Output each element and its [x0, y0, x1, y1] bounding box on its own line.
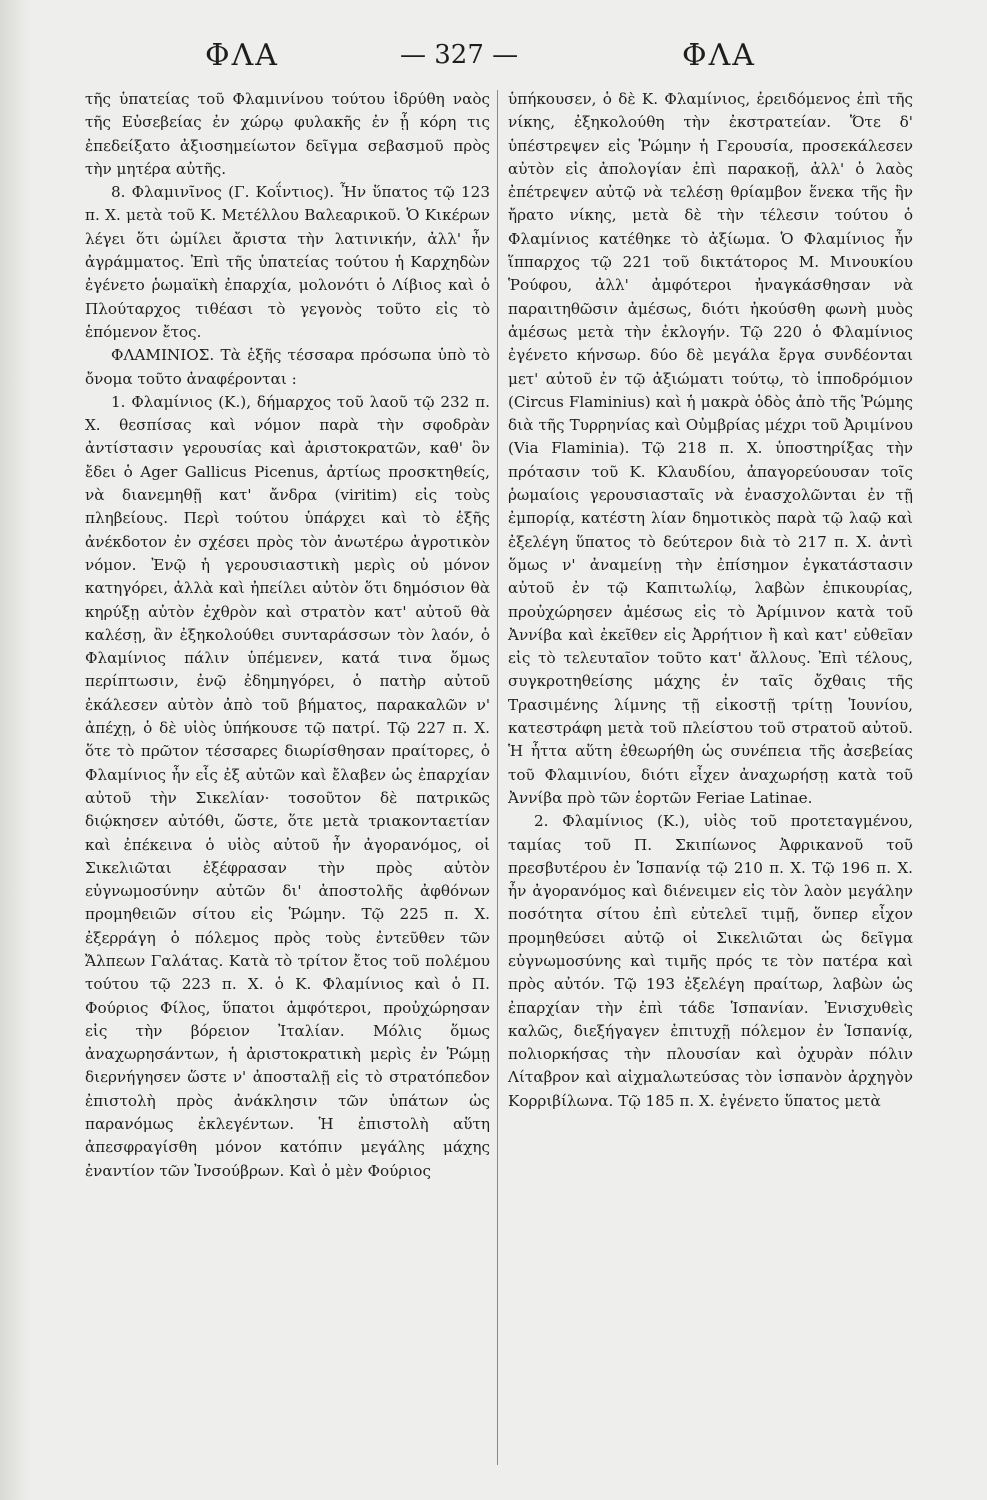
paragraph: τῆς ὑπατείας τοῦ Φλαμινίνου τούτου ἱδρύθη ναὸς τῆς Εὐσεβείας ἐν χώρῳ φυλακῆς ἐν ᾗ κόρη τις ἐπεδείξατο ἀξιοσημείωτον δεῖγμα σεβασμοῦ πρὸς τὴν μητέρα αὐτῆς.	[85, 90, 490, 178]
paragraph: ΦΛΑΜΙΝΙΟΣ. Τὰ ἑξῆς τέσσαρα πρόσωπα ὑπὸ τὸ ὄνομα τοῦτο ἀναφέρονται :	[85, 346, 490, 388]
running-head-right: ΦΛΑ	[682, 38, 756, 73]
running-head-left: ΦΛΑ	[205, 38, 279, 73]
paragraph: 8. Φλαμινῖνος (Γ. Κοΐντιος). Ἦν ὕπατος τῷ 123 π. Χ. μετὰ τοῦ Κ. Μετέλλου Βαλεαρικοῦ. Ὁ Κικέρων λέγει ὅτι ὡμίλει ἄριστα τὴν λατινικήν, ἀλλ' ἦν ἀγράμματος. Ἐπὶ τῆς ὑπατείας τούτου ἡ Καρχηδὼν ἐγένετο ῥωμαϊκὴ ἐπαρχία, μολονότι ὁ Λίβιος καὶ ὁ Πλούταρχος τιθέασι τὸ γεγονὸς τοῦτο εἰς τὸ ἑπόμενον ἔτος.	[85, 183, 490, 341]
page-header	[0, 38, 987, 88]
page-number: — 327 —	[400, 40, 519, 70]
left-column	[85, 88, 490, 1183]
column-divider	[497, 90, 498, 1465]
paragraph: 2. Φλαμίνιος (Κ.), υἱὸς τοῦ προτεταγμένου, ταμίας τοῦ Π. Σκιπίωνος Ἀφρικανοῦ τοῦ πρεσβυτέρου ἐν Ἱσπανίᾳ τῷ 210 π. Χ. Τῷ 196 π. Χ. ἦν ἀγορανόμος καὶ διένειμεν εἰς τὸν λαὸν μεγάλην ποσότητα σίτου ἐπὶ εὐτελεῖ τιμῇ, ὅνπερ εἶχον προμηθεύσει αὐτῷ οἱ Σικελιῶται ὡς δεῖγμα εὐγνωμοσύνης καὶ τιμῆς πρός τε τὸν πατέρα καὶ πρὸς αὐτόν. Τῷ 193 ἐξελέγη πραίτωρ, λαβὼν ὡς ἐπαρχίαν τὴν ἐπὶ τάδε Ἱσπανίαν. Ἐνισχυθεὶς καλῶς, διεξήγαγεν ἐπιτυχῇ πόλεμον ἐν Ἱσπανίᾳ, πολιορκήσας τὴν πλουσίαν καὶ ὀχυρὰν πόλιν Λίταβρον καὶ αἰχμαλωτεύσας τὸν ἱσπανὸν ἀρχηγὸν Κορριβίλωνα. Τῷ 185 π. Χ. ἐγένετο ὕπατος μετὰ	[508, 812, 913, 1110]
paragraph: ὑπήκουσεν, ὁ δὲ Κ. Φλαμίνιος, ἐρειδόμενος ἐπὶ τῆς νίκης, ἐξηκολούθη τὴν ἐκστρατείαν. Ὅτε δ' ὑπέστρεψεν εἰς Ῥώμην ἡ Γερουσία, προσεκάλεσεν αὐτὸν εἰς ἀπολογίαν ἐπὶ παρακοῇ, ἀλλ' ὁ λαὸς ἐπέτρεψεν αὐτῷ νὰ τελέσῃ θρίαμβον ἕνεκα τῆς ἣν ἤρατο νίκης, μετὰ δὲ τὴν τέλεσιν τούτου ὁ Φλαμίνιος κατέθηκε τὸ ἀξίωμα. Ὁ Φλαμίνιος ἦν ἵππαρχος τῷ 221 τοῦ δικτάτορος Μ. Μινουκίου Ῥούφου, ἀλλ' ἀμφότεροι ἠναγκάσθησαν νὰ παραιτηθῶσιν ἀμέσως, διότι ἠκούσθη φωνὴ μυὸς ἀμέσως μετὰ τὴν ἐκλογήν. Τῷ 220 ὁ Φλαμίνιος ἐγένετο κήνσωρ. δύο δὲ μεγάλα ἔργα συνδέονται μετ' αὐτοῦ ἐν τῷ ἀξιώματι τούτῳ, τὸ ἱπποδρόμιον (Circus Flaminius) καὶ ἡ μακρὰ ὁδὸς ἀπὸ τῆς Ῥώμης διὰ τῆς Τυρρηνίας καὶ Οὐμβρίας μέχρι τοῦ Ἀριμίνου (Via Flaminia). Τῷ 218 π. Χ. ὑποστηρίξας τὴν πρότασιν τοῦ Κ. Κλαυδίου, ἀπαγορεύουσαν τοῖς ῥωμαίοις γερουσιασταῖς νὰ ἐνασχολῶνται ἐν τῇ ἐμπορίᾳ, κατέστη λίαν δημοτικὸς παρὰ τῷ λαῷ καὶ ἐξελέγη ὕπατος τὸ δεύτερον διὰ τὸ 217 π. Χ. ἀντὶ ὅμως ν' ἀναμείνῃ τὴν ἐπίσημον ἐγκατάστασιν αὐτοῦ ἐν τῷ Καπιτωλίῳ, λαβὼν ἐπικουρίας, προὐχώρησεν ἀμέσως εἰς τὸ Ἀρίμινον κατὰ τοῦ Ἀννίβα καὶ ἐκεῖθεν εἰς Ἀρρήτιον ἢ καὶ κατ' εὐθεῖαν εἰς τὸ τελευταῖον τοῦτο κατ' ἄλλους. Ἐπὶ τέλους, συγκροτηθείσης μάχης ἐν ταῖς ὄχθαις τῆς Τρασιμένης λίμνης τῇ εἰκοστῇ τρίτῃ Ἰουνίου, κατεστράφη μετὰ τοῦ πλείστου τοῦ στρατοῦ αὐτοῦ. Ἡ ἧττα αὕτη ἐθεωρήθη ὡς συνέπεια τῆς ἀσεβείας τοῦ Φλαμινίου, διότι εἶχεν ἀναχωρήσῃ κατὰ τοῦ Ἀννίβα πρὸ τῶν ἑορτῶν Feriae Latinae.	[508, 90, 913, 807]
paragraph: 1. Φλαμίνιος (Κ.), δήμαρχος τοῦ λαοῦ τῷ 232 π. Χ. θεσπίσας καὶ νόμον παρὰ τὴν σφοδρὰν ἀντίστασιν γερουσίας καὶ ἀριστοκρατῶν, καθ' ὃν ἔδει ὁ Ager Gallicus Picenus, ἀρτίως προσκτηθείς, νὰ διανεμηθῇ κατ' ἄνδρα (viritim) εἰς τοὺς πληβείους. Περὶ τούτου ὑπάρχει καὶ τὸ ἑξῆς ἀνέκδοτον ἐν σχέσει πρὸς τὸν ἀνωτέρω ἀγροτικὸν νόμον. Ἐνῷ ἡ γερουσιαστικὴ μερὶς οὐ μόνον κατηγόρει, ἀλλὰ καὶ ἠπείλει αὐτὸν ὅτι δημόσιον θὰ κηρύξῃ αὐτὸν ἐχθρὸν καὶ στρατὸν κατ' αὐτοῦ θὰ καλέσῃ, ἂν ἐξηκολούθει συνταράσσων τὸν λαόν, ὁ Φλαμίνιος πάλιν ὑπέμενεν, κατά τινα ὅμως περίπτωσιν, ἐνῷ ἐδημηγόρει, ὁ πατὴρ αὐτοῦ ἐκάλεσεν αὐτὸν ἀπὸ τοῦ βήματος, παρακαλῶν ν' ἀπέχῃ, ὁ δὲ υἱὸς ὑπήκουσε τῷ πατρί. Τῷ 227 π. Χ. ὅτε τὸ πρῶτον τέσσαρες διωρίσθησαν πραίτορες, ὁ Φλαμίνιος ἦν εἷς ἐξ αὐτῶν καὶ ἔλαβεν ὡς ἐπαρχίαν αὐτοῦ τὴν Σικελίαν· τοσοῦτον δὲ πατρικῶς διῴκησεν αὐτόθι, ὥστε, ὅτε μετὰ τριακονταετίαν καὶ ἐπέκεινα ὁ υἱὸς αὐτοῦ ἦν ἀγορανόμος, οἱ Σικελιῶται ἐξέφρασαν τὴν πρὸς αὐτὸν εὐγνωμοσύνην αὐτῶν δι' ἀποστολῆς ἀφθόνων προμηθειῶν σίτου εἰς Ῥώμην. Τῷ 225 π. Χ. ἐξερράγη ὁ πόλεμος πρὸς τοὺς ἐντεῦθεν τῶν Ἄλπεων Γαλάτας. Κατὰ τὸ τρίτον ἔτος τοῦ πολέμου τούτου τῷ 223 π. Χ. ὁ Κ. Φλαμίνιος καὶ ὁ Π. Φούριος Φίλος, ὕπατοι ἀμφότεροι, προὐχώρησαν εἰς τὴν βόρειον Ἰταλίαν. Μόλις ὅμως ἀναχωρησάντων, ἡ ἀριστοκρατικὴ μερὶς ἐν Ῥώμῃ διερνήγησεν ὥστε ν' ἀποσταλῇ εἰς τὸ στρατόπεδον ἐπιστολὴ πρὸς ἀνάκλησιν τῶν ὑπάτων ὡς παρανόμως ἐκλεγέντων. Ἡ ἐπιστολὴ αὕτη ἀπεσφραγίσθη μόνον κατόπιν μεγάλης μάχης ἐναντίον τῶν Ἰνσούβρων. Καὶ ὁ μὲν Φούριος	[85, 392, 490, 1180]
right-column	[508, 88, 913, 1113]
page-edge-shadow	[0, 0, 30, 1500]
